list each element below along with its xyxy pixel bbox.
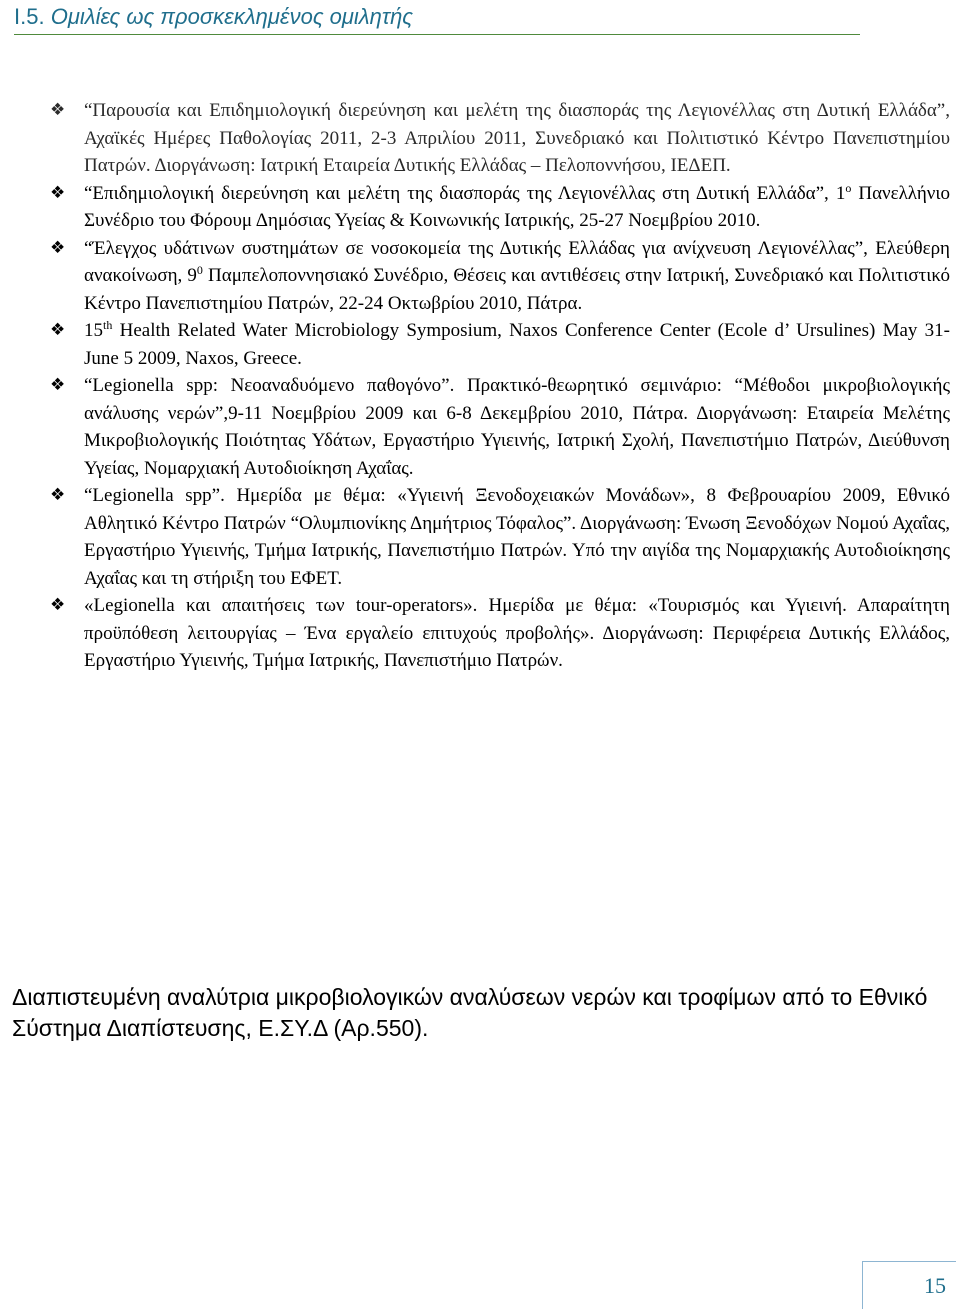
item-text: Πανελλήνιο Συνέδριο του Φόρουμ Δημόσιας Υγείας & Κοινωνικής Ιατρικής, 25-27 Νοεμβρίου 2010. xyxy=(84,182,950,231)
list-item xyxy=(50,97,950,180)
item-text: “Legionella spp”. Ημερίδα με θέμα: «Υγιεινή Ξενοδοχειακών Μονάδων», 8 Φεβρουαρίου 2009, Εθνικό Αθλητικό Κέντρο Πατρών “Ολυμπιονίκης Δημήτριος Τόφαλος”. Διοργάνωση: Ένωση Ξενοδόχων Νομού Αχαΐας, Εργαστήριο Υγιεινής, Τμήμα Ιατρικής, Πανεπιστήμιο Πατρών. Υπό την αιγίδα της Νομαρχιακής Αυτοδιοίκησης Αχαΐας και τη στήριξη του ΕΦΕΤ. xyxy=(84,485,950,589)
section-number: I.5. xyxy=(14,4,45,29)
diamond-bullet-icon: ❖ xyxy=(50,485,66,505)
diamond-bullet-icon: ❖ xyxy=(50,375,66,395)
item-text: “Legionella spp: Νεοαναδυόμενο παθογόνο”. Πρακτικό-θεωρητικό σεμινάριο: “Μέθοδοι μικροβιολογικής ανάλυσης νερών”,9-11 Νοεμβρίου 2009 και 6-8 Δεκεμβρίου 2010, Πάτρα. Διοργάνωση: Εταιρεία Μελέτης Μικροβιολογικής Ποιότητας Υδάτων, Εργαστήριο Υγιεινής, Ιατρική Σχολή, Πανεπιστήμιο Πατρών, Διεύθυνση Υγείας, Νομαρχιακή Αυτοδιοίκηση Αχαΐας. xyxy=(84,375,950,479)
diamond-bullet-icon: ❖ xyxy=(50,182,66,203)
talks-list xyxy=(50,97,950,675)
section-title: Ομιλίες ως προσκεκλημένος ομιλητής xyxy=(50,4,413,29)
item-text: Health Related Water Microbiology Symposium, Naxos Conference Center (Ecole d’ Ursulines) May 31- June 5 2009, Naxos, Greece. xyxy=(84,320,950,369)
diamond-bullet-icon: ❖ xyxy=(50,237,66,258)
list-item xyxy=(50,482,950,592)
list-item xyxy=(50,317,950,372)
list-item xyxy=(50,592,950,675)
diamond-bullet-icon: ❖ xyxy=(50,100,66,120)
superscript: ο xyxy=(845,180,852,195)
superscript: 0 xyxy=(196,263,203,277)
list-item xyxy=(50,235,950,318)
item-text: «Legionella και απαιτήσεις των tour-operators». Ημερίδα με θέμα: «Τουρισμός και Υγιεινή. Απαραίτητη προϋπόθεση λειτουργίας – Ένα εργαλείο επιτυχούς προβολής». Διοργάνωση: Περιφέρεια Δυτικής Ελλάδος, Εργαστήριο Υγιεινής, Τμήμα Ιατρικής, Πανεπιστήμιο Πατρών. xyxy=(84,595,950,671)
item-text: “Παρουσία και Επιδημιολογική διερεύνηση και μελέτη της διασποράς της Λεγιονέλλας στη Δυτική Ελλάδα”, Αχαϊκές Ημέρες Παθολογίας 2011, 2-3 Απριλίου 2011, Συνεδριακό και Πολιτιστικό Κέντρο Πανεπιστημίου Πατρών. Διοργάνωση: Ιατρική Εταιρεία Δυτικής Ελλάδας – Πελοποννήσου, ΙΕΔΕΠ. xyxy=(84,100,950,176)
superscript: th xyxy=(103,318,113,332)
section-heading xyxy=(14,2,860,35)
list-item xyxy=(50,372,950,482)
page-number: 15 xyxy=(862,1261,956,1309)
item-text: “Έλεγχος υδάτινων συστημάτων σε νοσοκομεία της Δυτικής Ελλάδας για ανίχνευση Λεγιονέλλας”, Ελεύθερη ανακοίνωση, 9 xyxy=(84,237,950,286)
item-text: “Επιδημιολογική διερεύνηση και μελέτη της διασποράς της Λεγιονέλλας στη Δυτική Ελλάδα”, 1 xyxy=(84,182,846,204)
list-item xyxy=(50,180,950,235)
diamond-bullet-icon: ❖ xyxy=(50,595,66,615)
diamond-bullet-icon: ❖ xyxy=(50,320,66,340)
item-text: 15 xyxy=(84,320,103,341)
item-text: Παμπελοποννησιακό Συνέδριο, Θέσεις και αντιθέσεις στην Ιατρική, Συνεδριακό και Πολιτιστικό Κέντρο Πανεπιστημίου Πατρών, 22-24 Οκτωβρίου 2010, Πάτρα. xyxy=(84,265,950,314)
accreditation-note: Διαπιστευμένη αναλύτρια μικροβιολογικών αναλύσεων νερών και τροφίμων από το Εθνικό Σύστημα Διαπίστευσης, Ε.ΣΥ.Δ (Αρ.550). xyxy=(12,984,928,1041)
